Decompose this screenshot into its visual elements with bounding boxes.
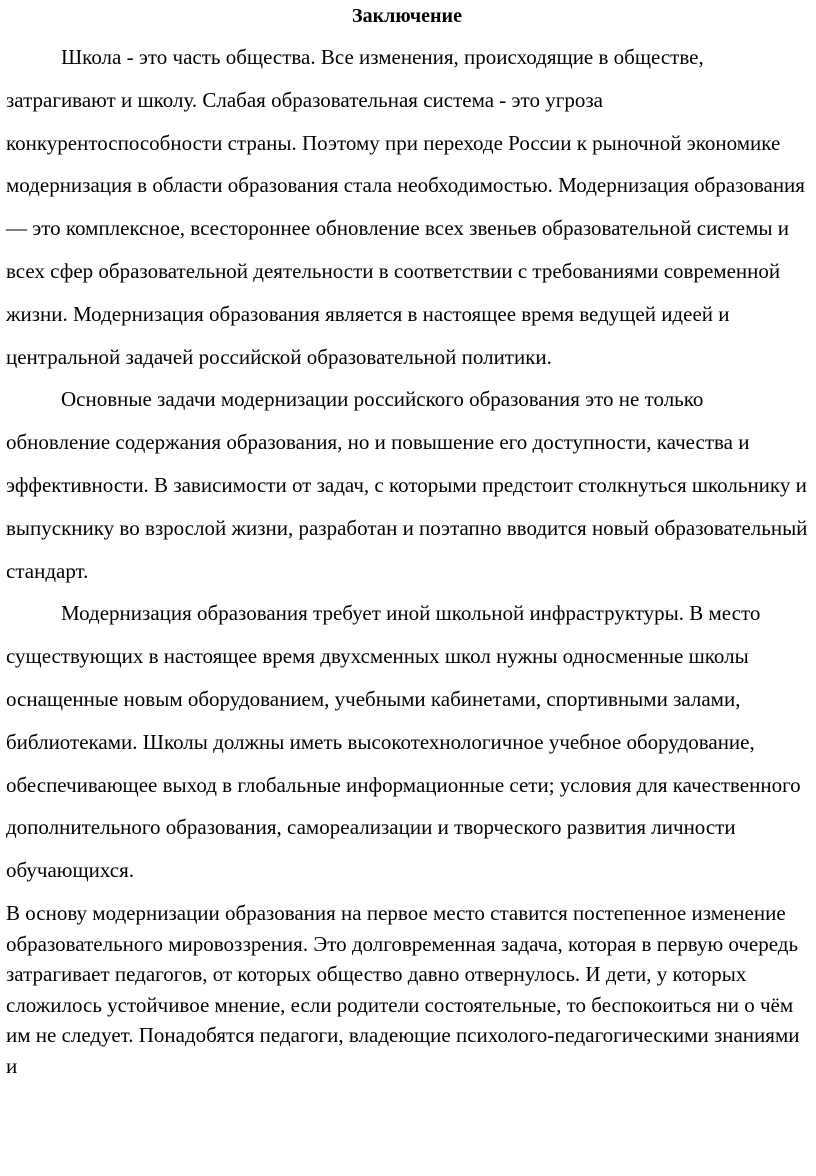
paragraph-3: Модернизация образования требует иной школьной инфраструктуры. В место существующих в настоящее время двухсменных школ нужны односменные школы оснащенные новым оборудованием, учебными кабинетами, спортивными залами, библиотеками. Школы должны иметь высокотехнологичное учебное оборудование, обеспечивающее выход в глобальные информационные сети; условия для качественного дополнительного образования, самореализации и творческого развития личности обучающихся.	[6, 601, 801, 883]
paragraph-2: Основные задачи модернизации российского образования это не только обновление содержания образования, но и повышение его доступности, качества и эффективности. В зависимости от задач, с которыми предстоит столкнуться школьнику и выпускнику во взрослой жизни, разработан и поэтапно вводится новый образовательный стандарт.	[6, 387, 808, 583]
paragraph-4: В основу модернизации образования на первое место ставится постепенное изменение образовательного мировоззрения. Это долговременная задача, которая в первую очередь затрагивает педагогов, от которых общество давно отвернулось. И дети, у которых сложилось устойчивое мнение, если родители состоятельные, то беспокоиться ни о чём им не следует. Понадобятся педагоги, владеющие психолого-педагогическими знаниями и	[6, 900, 800, 1078]
document-title: Заключение	[352, 5, 462, 27]
paragraph-1: Школа - это часть общества. Все изменения, происходящие в обществе, затрагивают и школу. Слабая образовательная система - это угроза конкурентоспособности страны. Поэтому при переходе России к рыночной экономике модернизация в области образования стала необходимостью. Модернизация образования — это комплексное, всестороннее обновление всех звеньев образовательной системы и всех сфер образовательной деятельности в соответствии с требованиями современной жизни. Модернизация образования является в настоящее время ведущей идеей и центральной задачей российской образовательной политики.	[6, 45, 805, 369]
